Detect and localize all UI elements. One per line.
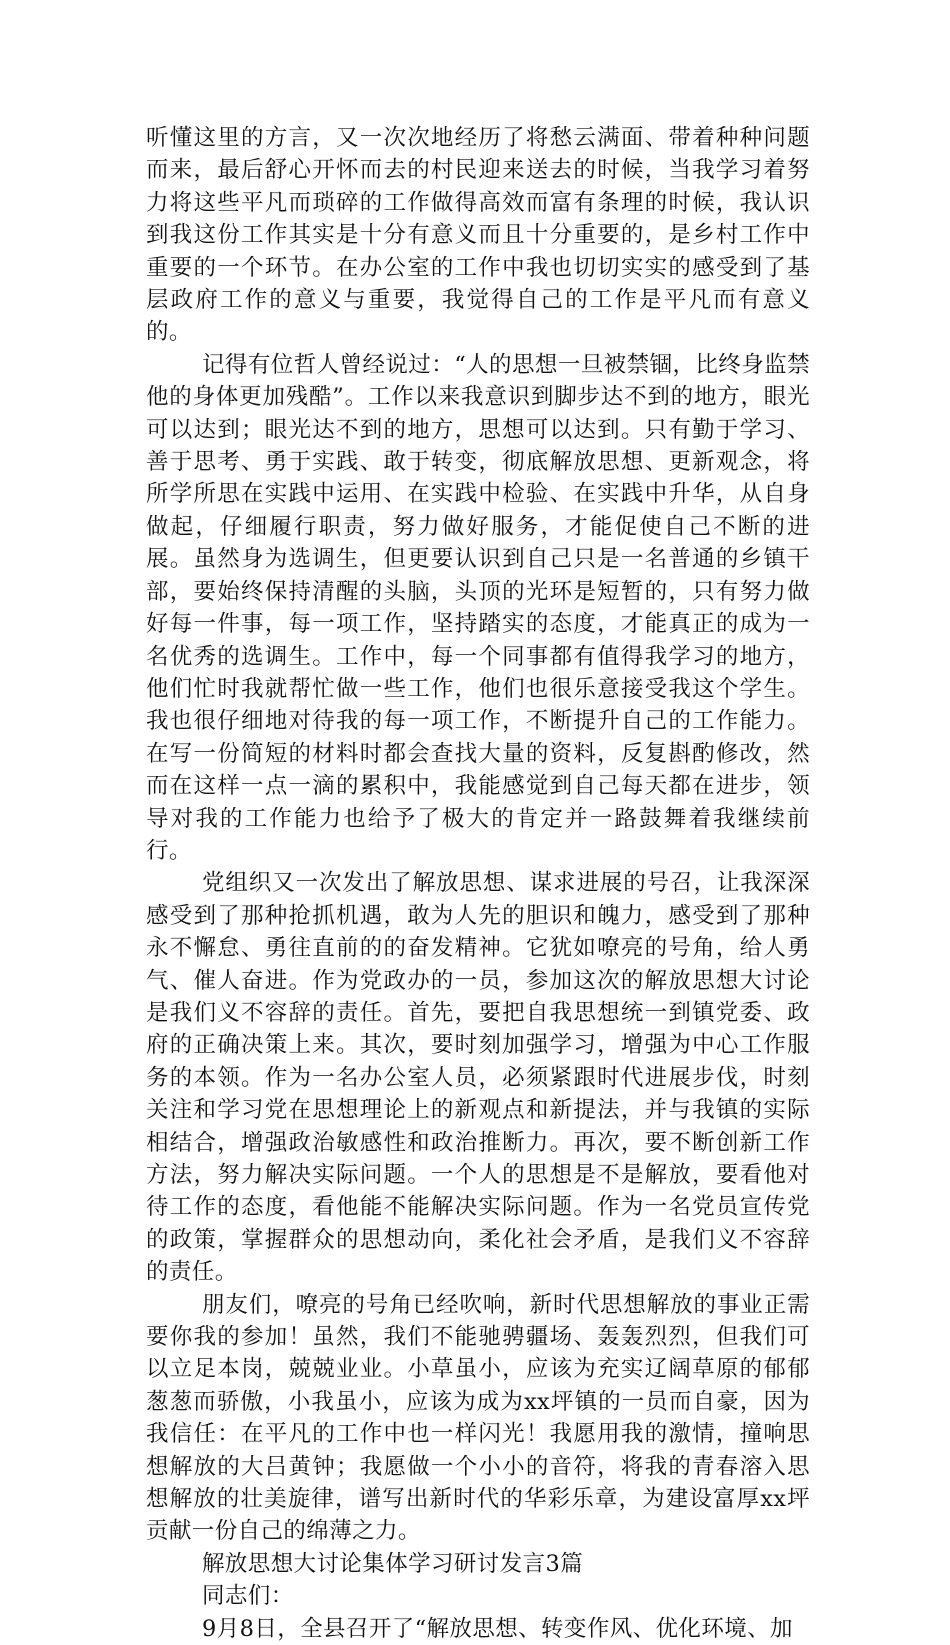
paragraph-continuation: 听懂这里的方言，又一次次地经历了将愁云满面、带着种种问题而来，最后舒心开怀而去的村民迎来送去的时候，当我学习着努力将这些平凡而琐碎的工作做得高效而富有条理的时候，我认识到我这份工作其实是十分有意义而且十分重要的，是乡村工作中重要的一个环节。在办公室的工作中我也切切实实的感受到了基层政府工作的意义与重要，我觉得自己的工作是平凡而有意义的。: [146, 125, 810, 346]
paragraph-philosopher-quote: 记得有位哲人曾经说过：“人的思想一旦被禁锢，比终身监禁他的身体更加残酷”。工作以来我意识到脚步达不到的地方，眼光可以达到；眼光达不到的地方，思想可以达到。只有勤于学习、善于思考、勇于实践、敢于转变，彻底解放思想、更新观念，将所学所思在实践中运用、在实践中检验、在实践中升华，从自身做起，仔细履行职责，努力做好服务，才能促使自己不断的进展。虽然身为选调生，但更要认识到自己只是一名普通的乡镇干部，要始终保持清醒的头脑，头顶的光环是短暂的，只有努力做好每一件事，每一项工作，坚持踏实的态度，才能真正的成为一名优秀的选调生。工作中，每一个同事都有值得我学习的地方，他们忙时我就帮忙做一些工作，他们也很乐意接受我这个学生。我也很仔细地对待我的每一项工作，不断提升自己的工作能力。在写一份简短的材料时都会查找大量的资料，反复斟酌修改，然而在这样一点一滴的累积中，我能感觉到自己每天都在进步，领导对我的工作能力也给予了极大的肯定并一路鼓舞着我继续前行。: [146, 351, 810, 864]
section-title: 解放思想大讨论集体学习研讨发言3篇: [202, 1550, 584, 1577]
paragraph-party-call: 党组织又一次发出了解放思想、谋求进展的号召，让我深深感受到了那种抢抓机遇，敢为人先的胆识和魄力，感受到了那种永不懈怠、勇往直前的的奋发精神。它犹如嘹亮的号角，给人勇气、催人奋进。作为党政办的一员，参加这次的解放思想大讨论是我们义不容辞的责任。首先，要把自我思想统一到镇党委、政府的正确决策上来。其次，要时刻加强学习，增强为中心工作服务的本领。作为一名办公室人员，必须紧跟时代进展步伐，时刻关注和学习党在思想理论上的新观点和新提法，并与我镇的实际相结合，增强政治敏感性和政治推断力。再次，要不断创新工作方法，努力解决实际问题。一个人的思想是不是解放，要看他对待工作的态度，看他能不能解决实际问题。作为一名党员宣传党的政策，掌握群众的思想动向，柔化社会矛盾，是我们义不容辞的责任。: [146, 870, 810, 1286]
paragraph-friends: 朋友们，嘹亮的号角已经吹响，新时代思想解放的事业正需要你我的参加！虽然，我们不能驰骋疆场、轰轰烈烈，但我们可以立足本岗，兢兢业业。小草虽小，应该为充实辽阔草原的郁郁葱葱而骄傲，小我虽小，应该为成为xx坪镇的一员而自豪，因为我信任：在平凡的工作中也一样闪光！我愿用我的激情，撞响思想解放的大吕黄钟；我愿做一个小小的音符，将我的青春溶入思想解放的壮美旋律，谱写出新时代的华彩乐章，为建设富厚xx坪贡献一份自己的绵薄之力。: [146, 1291, 810, 1545]
document-body: [146, 122, 810, 1645]
salutation: 同志们：: [202, 1583, 294, 1610]
paragraph-meeting-intro: 9月8日，全县召开了“解放思想、转变作风、优化环境、加: [202, 1615, 793, 1642]
